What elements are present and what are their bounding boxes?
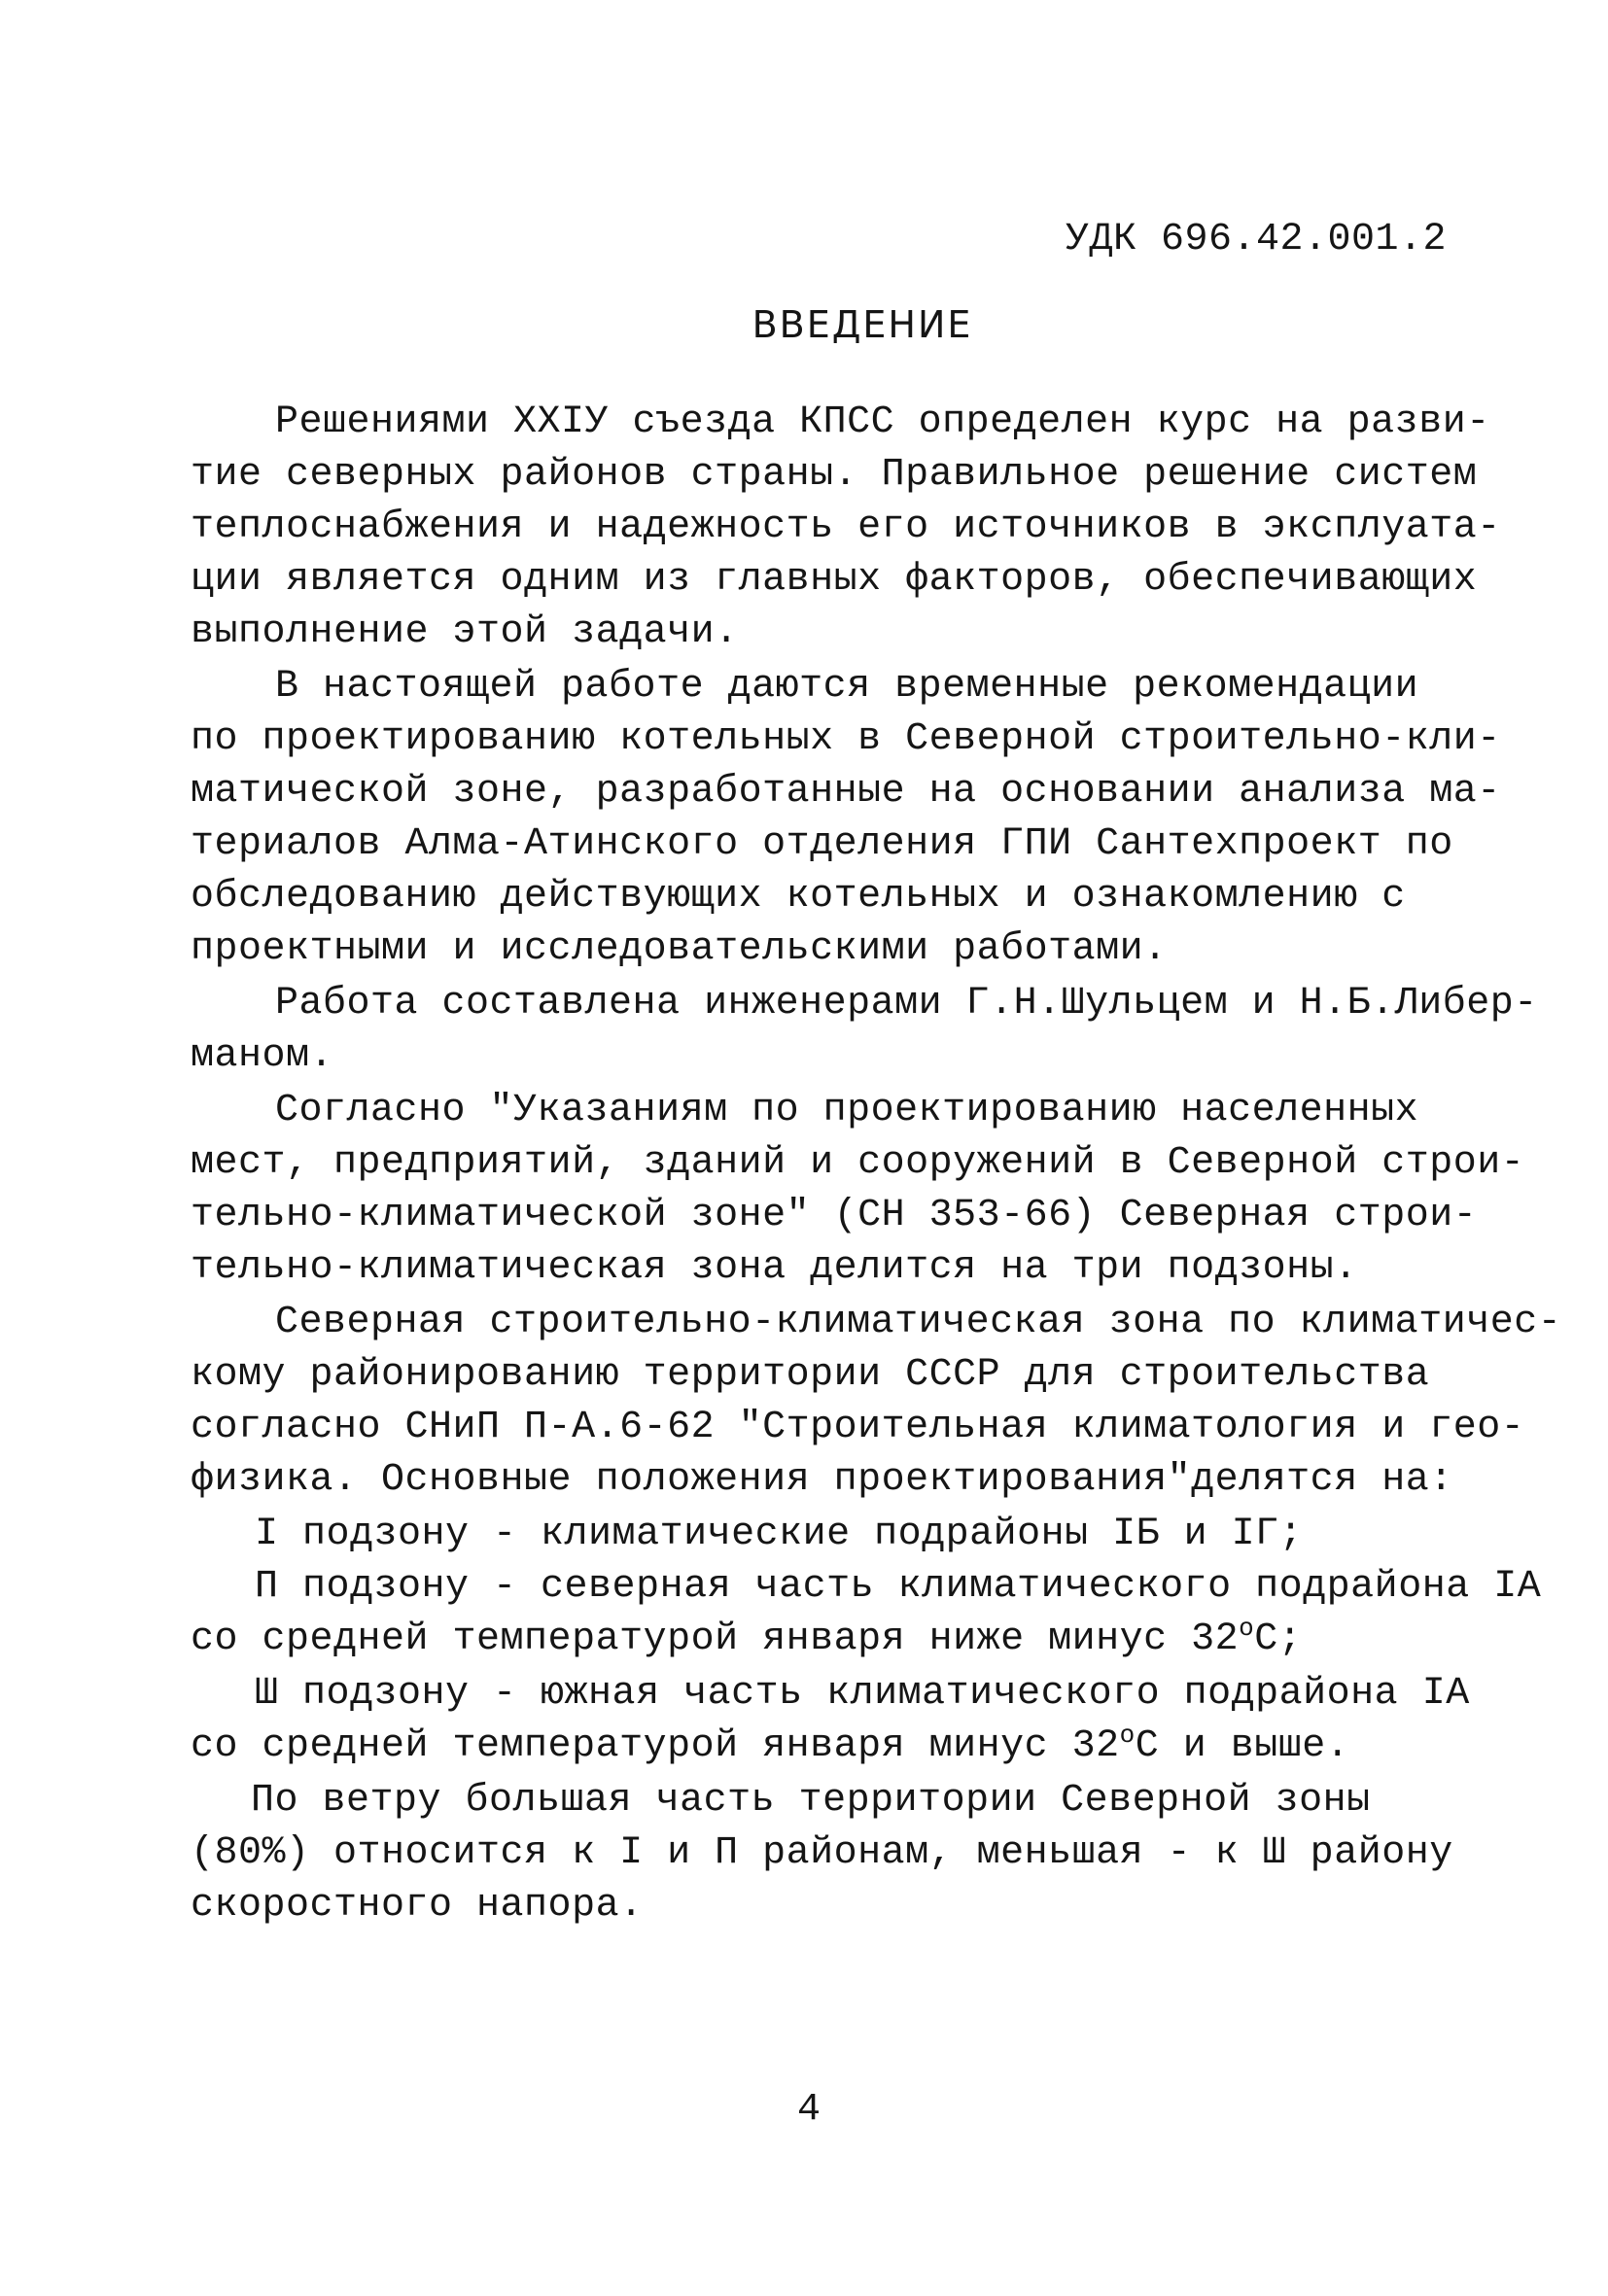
text-line: согласно СНиП П-А.6-62 "Строительная климатология и гео-	[191, 1406, 1525, 1449]
text-line: ции является одним из главных факторов, обеспечивающих	[191, 558, 1478, 602]
text-line: тие северных районов страны. Правильное решение систем	[191, 453, 1478, 497]
text-line: тельно-климатической зоне" (СН 353-66) Северная строи-	[191, 1194, 1478, 1237]
text-line: Решениями ХХIУ съезда КПСС определен курс на разви-	[275, 400, 1490, 444]
text-line: (80%) относится к I и П районам, меньшая - к Ш району	[191, 1831, 1453, 1875]
text-line: проектными и исследовательскими работами.	[191, 927, 1168, 971]
text-line: териалов Алма-Атинского отделения ГПИ Сантехпроект по	[191, 822, 1453, 866]
temperature-line: со средней температурой января ниже минус $32^оС$;	[191, 1614, 1303, 1661]
text-line: По ветру большая часть территории Северной зоны	[251, 1779, 1371, 1823]
text-line: Работа составлена инженерами Г.Н.Шульцем и Н.Б.Либер-	[275, 982, 1538, 1026]
text-line: выполнение этой задачи.	[191, 610, 739, 654]
temperature-line: со средней температурой января минус $32^оС$ и выше.	[191, 1721, 1350, 1768]
text-line: по проектированию котельных в Северной строительно-кли-	[191, 717, 1501, 761]
udk-code: УДК 696.42.001.2	[1066, 218, 1448, 261]
text-line: мест, предприятий, зданий и сооружений в Северной строи-	[191, 1141, 1525, 1185]
section-heading: ВВЕДЕНИЕ	[752, 303, 973, 346]
text-line: тельно-климатическая зона делится на три подзоны.	[191, 1246, 1358, 1290]
text-line: Согласно "Указаниям по проектированию населенных	[275, 1089, 1419, 1132]
page-number: 4	[797, 2088, 821, 2132]
text-line: Ш подзону - южная часть климатического подрайона IА	[255, 1672, 1470, 1716]
text-line: обследованию действующих котельных и ознакомлению с	[191, 875, 1406, 919]
text-line: I подзону - климатические подрайоны IБ и IГ;	[255, 1513, 1304, 1556]
text-line: скоростного напора.	[191, 1884, 644, 1928]
text-line: матической зоне, разработанные на основании анализа ма-	[191, 770, 1501, 814]
text-line: кому районированию территории СССР для строительства	[191, 1353, 1430, 1397]
text-line: теплоснабжения и надежность его источников в эксплуата-	[191, 505, 1501, 549]
text-line: В настоящей работе даются временные рекомендации	[275, 665, 1419, 709]
text-line: маном.	[191, 1034, 334, 1078]
text-line: Северная строительно-климатическая зона по климатичес-	[275, 1301, 1562, 1344]
text-line: физика. Основные положения проектирования"делятся на:	[191, 1458, 1453, 1502]
text-line: П подзону - северная часть климатического подрайона IА	[255, 1565, 1542, 1609]
